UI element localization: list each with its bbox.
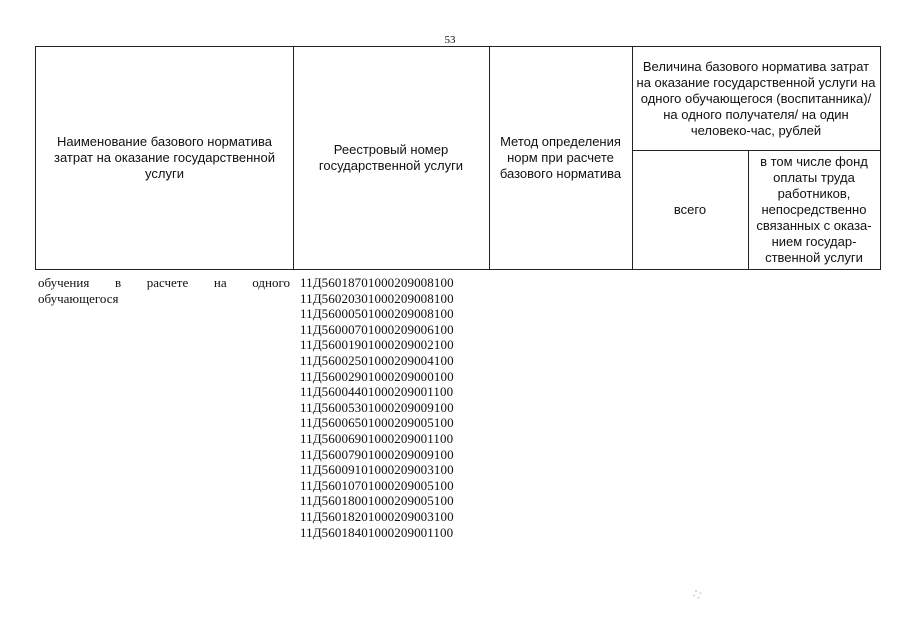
registry-code: 11Д56005301000209009100 (300, 399, 454, 415)
registry-code: 11Д56001901000209002100 (300, 337, 454, 353)
registry-code: 11Д56000501000209008100 (300, 306, 454, 322)
header-method: Метод определения норм при расчете базового норматива (499, 134, 622, 181)
service-name-cell (38, 275, 290, 306)
registry-code: 11Д56002501000209004100 (300, 352, 454, 368)
registry-code: 11Д56009101000209003100 (300, 462, 454, 478)
word: на (213, 275, 227, 290)
registry-code: 11Д56006901000209001100 (300, 430, 454, 446)
service-name-line: обучающегося (38, 290, 119, 306)
header-total: всего (673, 201, 707, 217)
header-value-group: Величина базового норматива затрат на оказание государственной услуги на одного обучающегося (воспитанника)/ на одного получателя/ на один человеко-час, рублей (636, 58, 876, 138)
registry-code: 11Д56018001000209005100 (300, 493, 454, 509)
page-number: 53 (444, 34, 456, 46)
registry-code: 11Д56006501000209005100 (300, 415, 454, 431)
header-including-wages: в том числе фонд оплаты труда работников, непосредственно связанных с оказа-нием государ-ственной услуги (756, 153, 872, 265)
table-header (35, 46, 881, 270)
word: в (114, 275, 122, 290)
registry-code: 11Д56018201000209003100 (300, 508, 454, 524)
header-registry-number: Реестровый номер государственной услуги (318, 142, 464, 173)
service-name-line (38, 275, 290, 291)
registry-codes-list (300, 275, 500, 540)
word: обучения (38, 275, 90, 290)
registry-code: 11Д56004401000209001100 (300, 384, 454, 400)
registry-code: 11Д56010701000209005100 (300, 477, 454, 493)
registry-code: 11Д56002901000209000100 (300, 368, 454, 384)
word: одного (252, 275, 290, 290)
registry-code: 11Д56018401000209001100 (300, 524, 454, 540)
registry-code: 11Д56000701000209006100 (300, 321, 454, 337)
registry-code: 11Д56020301000209008100 (300, 290, 454, 306)
registry-code: 11Д56007901000209009100 (300, 446, 454, 462)
word: расчете (146, 275, 189, 290)
scan-smudge: ⁘ (686, 583, 709, 608)
registry-code: 11Д56018701000209008100 (300, 275, 454, 290)
header-name: Наименование базового норматива затрат на оказание государственной услуги (54, 134, 275, 181)
